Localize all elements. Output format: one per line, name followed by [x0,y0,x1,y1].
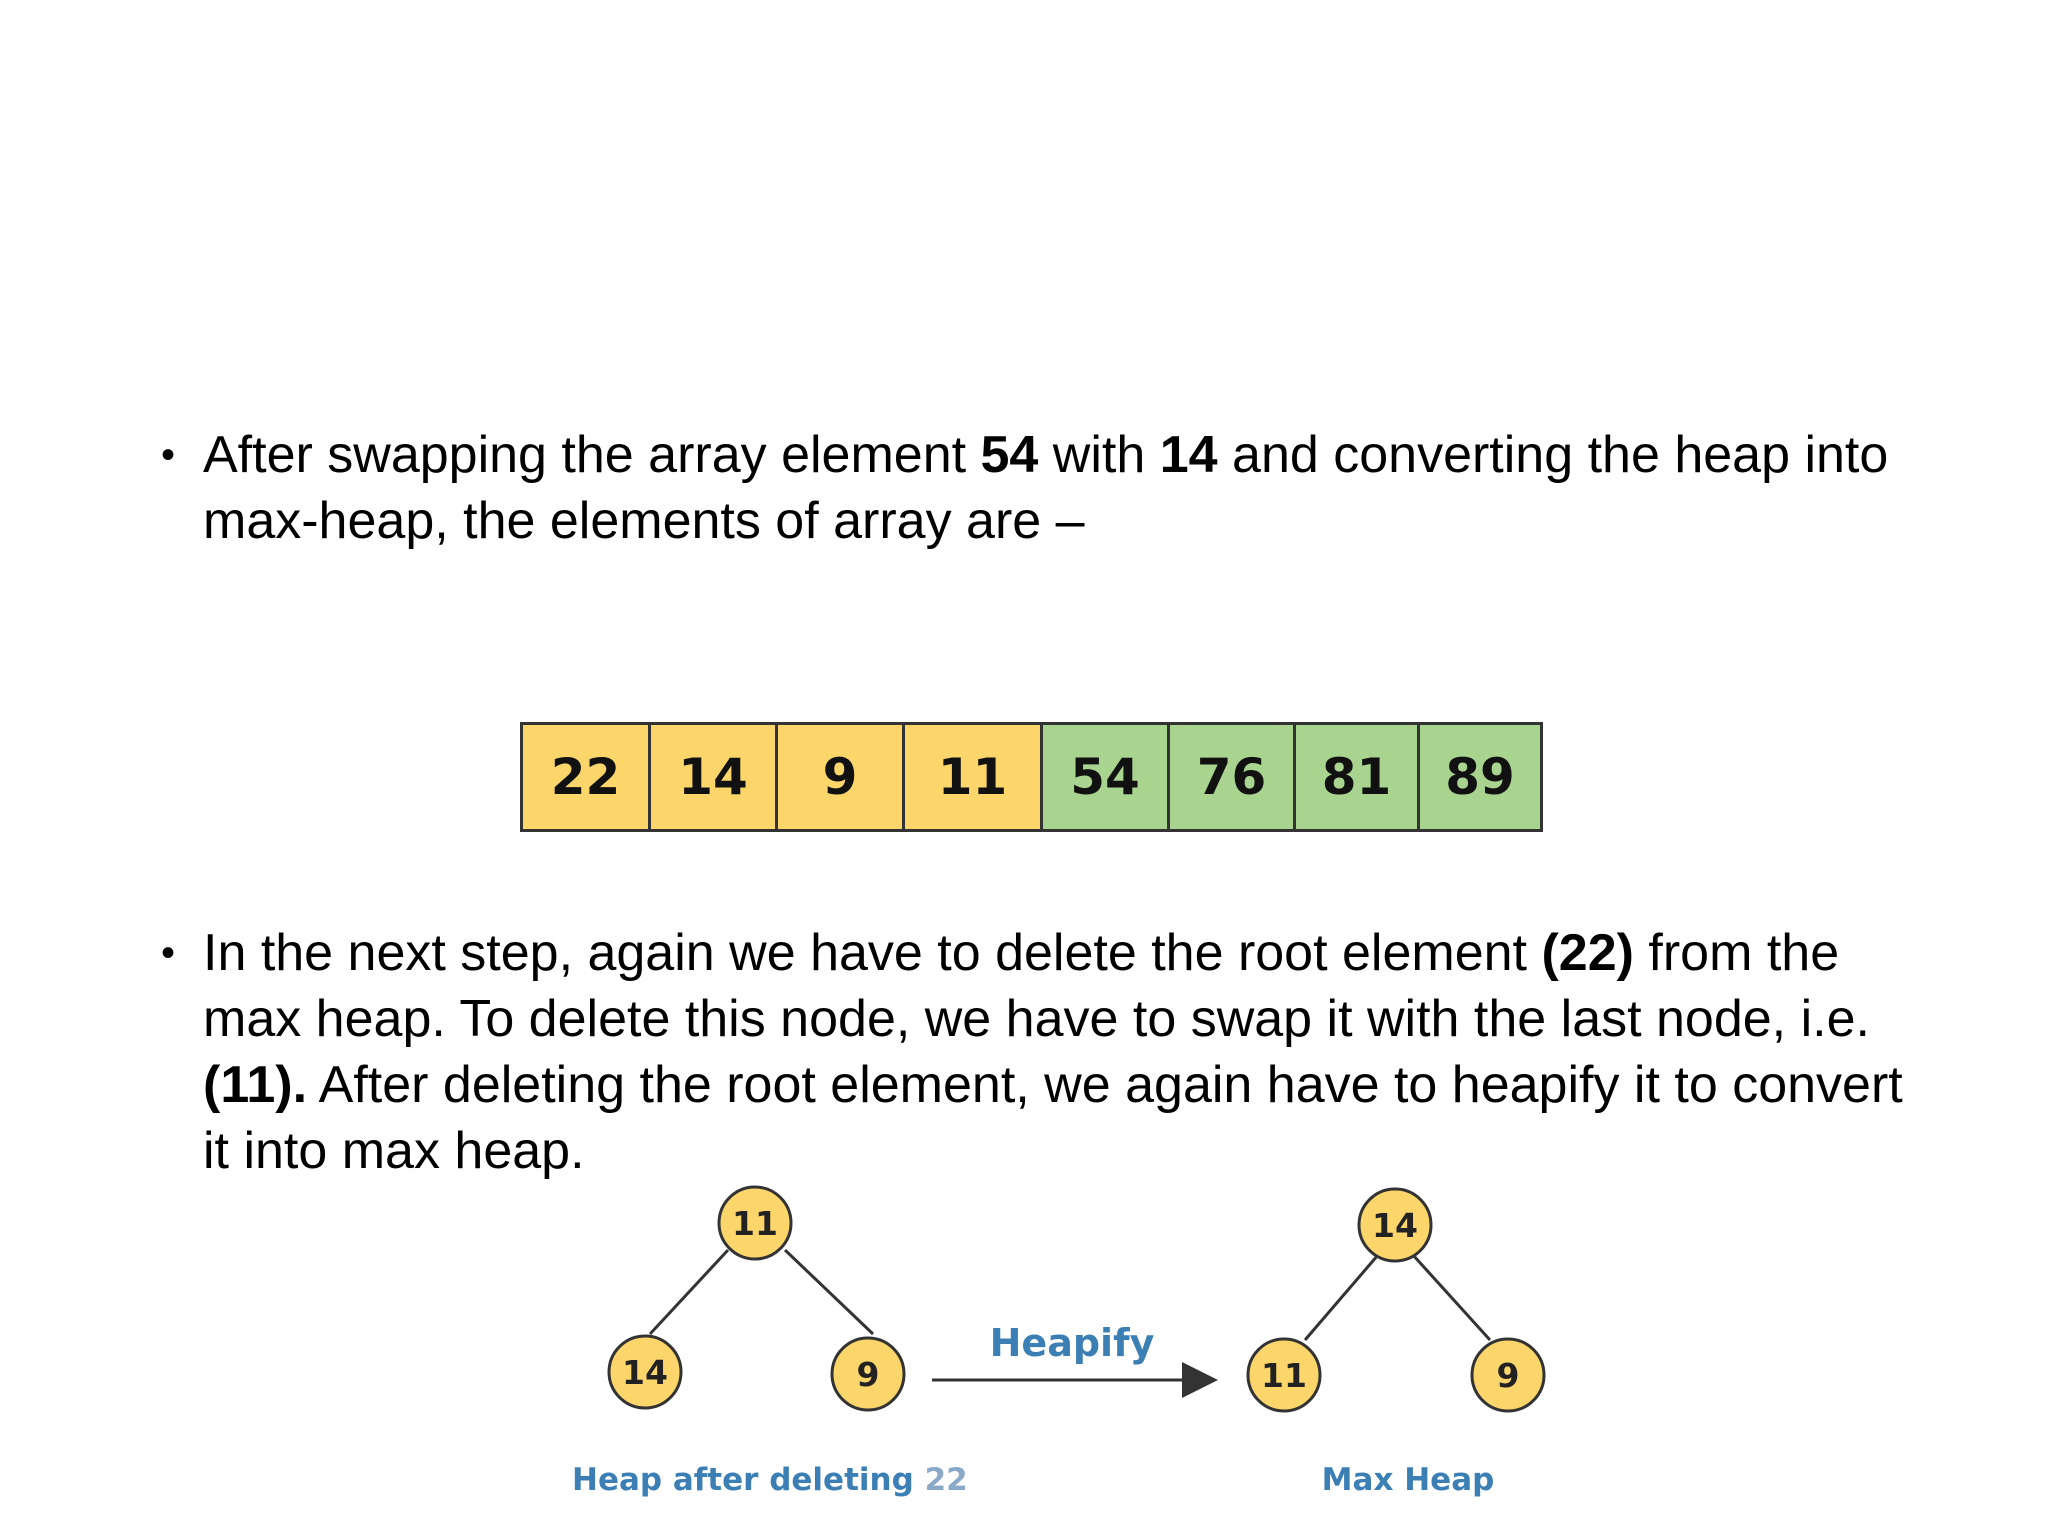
bullet-dot: • [161,931,176,975]
array-cell: 76 [1170,725,1296,829]
text-segment: After deleting the root element, we again have to heapify it to convert it into max heap. [203,1056,1903,1180]
caption-text: Heap after deleting [572,1462,925,1498]
tree-edge [1305,1255,1378,1340]
bold-number-54: 54 [980,426,1039,484]
node-value: 14 [1372,1206,1418,1245]
max-heap-right-node [1472,1339,1544,1411]
array-cell: 11 [905,725,1043,829]
node-value: 11 [732,1204,778,1243]
text-segment: with [1038,426,1160,484]
bold-root-value: (22) [1541,924,1634,982]
caption-number: 22 [924,1462,968,1498]
heap-before-right-node [832,1338,904,1410]
tree-edge [650,1250,728,1334]
text-segment: and converting the heap into max-heap, the elements of array are – [203,426,1889,550]
bold-last-node: (11). [203,1056,308,1114]
text-segment: In the next step, again we have to delete the root element [203,924,1542,982]
tree-edge [1413,1255,1490,1340]
node-value: 9 [1496,1356,1520,1395]
array-cell: 22 [523,725,651,829]
array-cell: 89 [1420,725,1540,829]
node-value: 11 [1261,1356,1307,1395]
max-heap-caption: Max Heap [1321,1462,1495,1498]
max-heap-root-node [1359,1189,1431,1261]
array-cell: 14 [651,725,778,829]
array-cell: 54 [1043,725,1170,829]
heap-before-caption [572,1462,968,1498]
bold-number-14: 14 [1159,426,1218,484]
array-cell: 9 [778,725,905,829]
heap-before-root-node [719,1187,791,1259]
text-segment: from the max heap. To delete this node, we have to swap it with the last node, i.e. [203,924,1870,1048]
max-heap-left-node [1248,1339,1320,1411]
tree-edge [785,1250,873,1334]
node-value: 9 [856,1355,880,1394]
bullet-dot: • [161,433,176,477]
array-cell: 81 [1296,725,1420,829]
heap-before-left-node [609,1336,681,1408]
heapify-label: Heapify [989,1321,1155,1365]
node-value: 14 [622,1353,668,1392]
text-segment: After swapping the array element [203,426,981,484]
